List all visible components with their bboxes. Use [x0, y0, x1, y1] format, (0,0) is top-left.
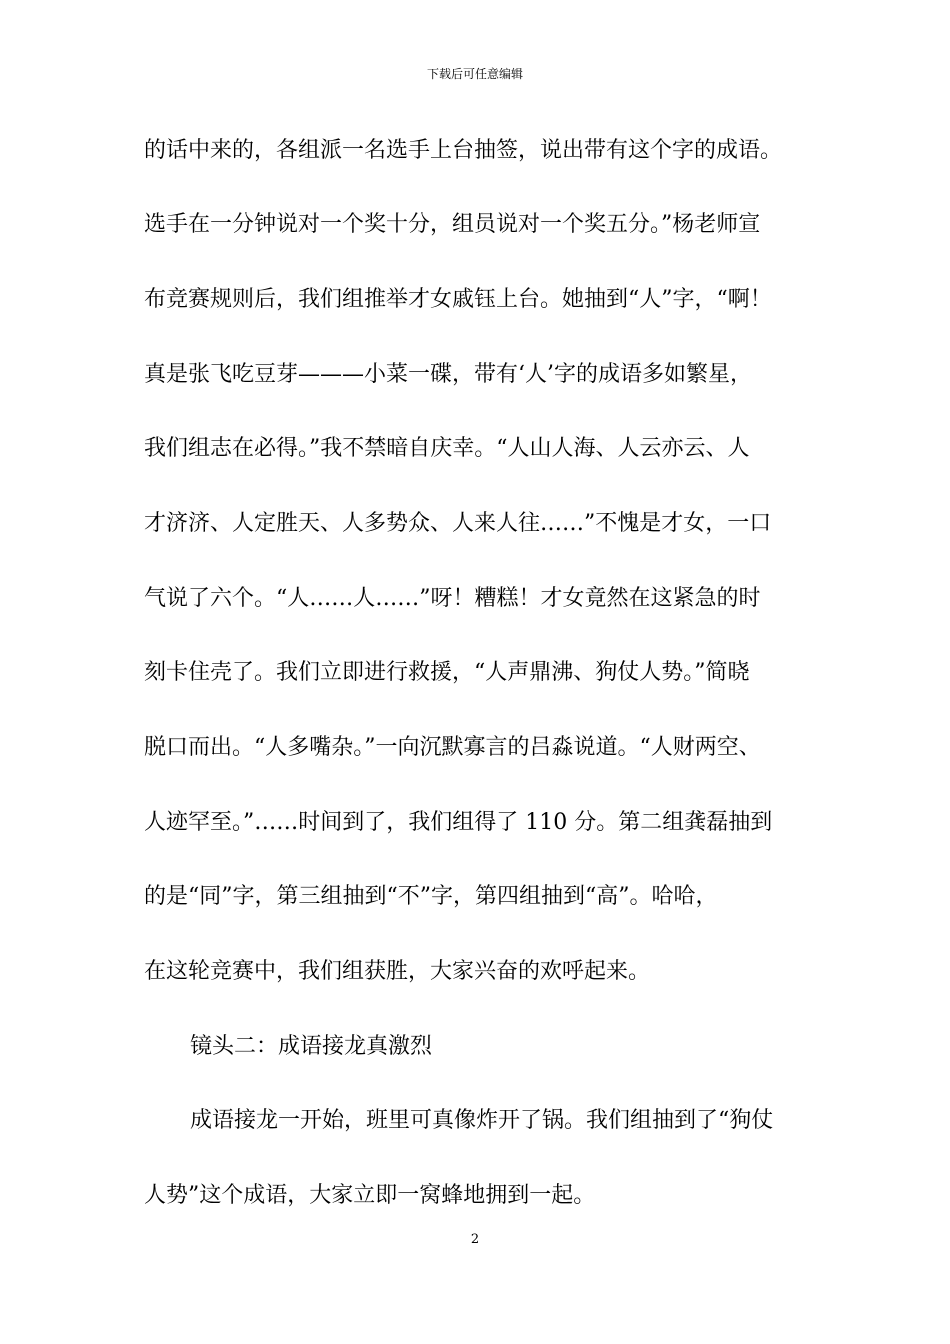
section-heading: 镜头二：成语接龙真激烈: [190, 1034, 433, 1059]
text-line: 真是张飞吃豆芽———小菜一碟，带有‘人’字的成语多如繁星，: [144, 362, 752, 387]
page-header: 下载后可任意编辑: [426, 67, 523, 81]
text-line: 人迹罕至。”……时间到了，我们组得了 110 分。第二组龚磊抽到: [144, 810, 773, 835]
text-line: 气说了六个。“人……人……”呀！糟糕！才女竟然在这紧急的时: [144, 586, 761, 611]
page-number: 2: [470, 1232, 480, 1247]
text-line: 刻卡住壳了。我们立即进行救援，“人声鼎沸、狗仗人势。”简晓: [144, 660, 750, 685]
text-line: 脱口而出。“人多嘴杂。”一向沉默寡言的吕淼说道。“人财两空、: [144, 735, 761, 760]
text-line: 人势”这个成语，大家立即一窝蜂地拥到一起。: [144, 1183, 596, 1208]
text-line: 布竞赛规则后，我们组推举才女戚钰上台。她抽到“人”字，“啊！: [144, 287, 772, 312]
text-line: 的是“同”字，第三组抽到“不”字，第四组抽到“高”。哈哈，: [144, 884, 718, 909]
text-line: 选手在一分钟说对一个奖十分，组员说对一个奖五分。”杨老师宣: [144, 212, 761, 237]
text-line: 才济济、人定胜天、人多势众、人来人往……”不愧是才女，一口: [144, 511, 772, 536]
text-line: 我们组志在必得。”我不禁暗自庆幸。“人山人海、人云亦云、人: [144, 436, 750, 461]
text-line: 的话中来的，各组派一名选手上台抽签，说出带有这个字的成语。: [144, 138, 783, 163]
paragraph-first-line: 成语接龙一开始，班里可真像炸开了锅。我们组抽到了“狗仗: [190, 1108, 774, 1133]
text-line: 在这轮竞赛中，我们组获胜，大家兴奋的欢呼起来。: [144, 959, 651, 984]
